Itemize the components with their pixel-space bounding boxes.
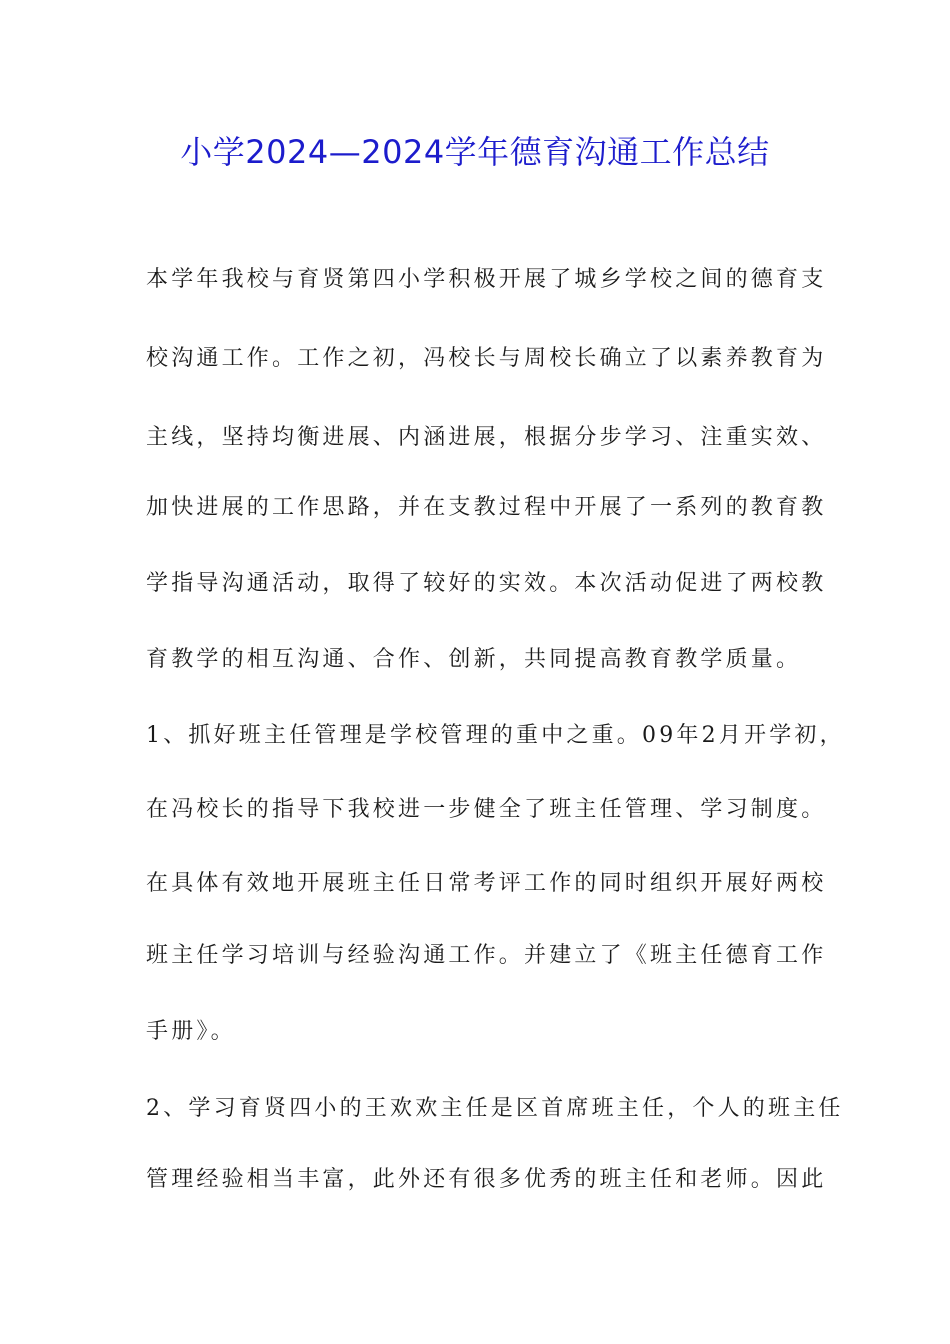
paragraph-line: 班主任学习培训与经验沟通工作。并建立了《班主任德育工作: [146, 943, 827, 968]
paragraph-line: 校沟通工作。工作之初，冯校长与周校长确立了以素养教育为: [146, 346, 827, 371]
paragraph-line: 在冯校长的指导下我校进一步健全了班主任管理、学习制度。: [146, 797, 827, 822]
paragraph-line: 育教学的相互沟通、合作、创新，共同提高教育教学质量。: [146, 647, 802, 672]
paragraph-line: 主线，坚持均衡进展、内涵进展，根据分步学习、注重实效、: [146, 425, 827, 450]
paragraph-line: 本学年我校与育贤第四小学积极开展了城乡学校之间的德育支: [146, 267, 827, 292]
paragraph-line: 手册》。: [146, 1019, 236, 1044]
document-title: 小学2024—2024学年德育沟通工作总结: [180, 133, 770, 171]
paragraph-line: 在具体有效地开展班主任日常考评工作的同时组织开展好两校: [146, 871, 827, 896]
paragraph-line: 2、学习育贤四小的王欢欢主任是区首席班主任，个人的班主任: [146, 1096, 844, 1121]
paragraph-line: 管理经验相当丰富，此外还有很多优秀的班主任和老师。因此: [146, 1167, 827, 1192]
paragraph-line: 加快进展的工作思路，并在支教过程中开展了一系列的教育教: [146, 495, 827, 520]
paragraph-line: 学指导沟通活动，取得了较好的实效。本次活动促进了两校教: [146, 571, 827, 596]
paragraph-line: 1、抓好班主任管理是学校管理的重中之重。09年2月开学初，: [146, 723, 845, 748]
